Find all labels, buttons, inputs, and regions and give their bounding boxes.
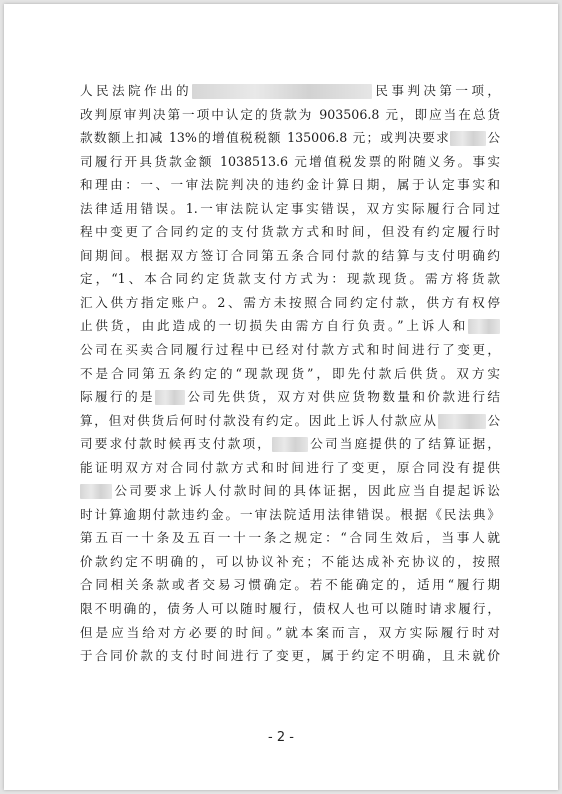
text-line [80, 103, 500, 127]
text-segment: 于合同价款的支付时间进行了变更，属于约定不明确，且未就价 [80, 648, 500, 664]
text-line [80, 432, 500, 456]
text-segment: 公 [485, 412, 500, 428]
text-line [80, 550, 500, 574]
text-line [80, 291, 500, 315]
text-segment: 司要求付款时候再支付款项， [80, 436, 272, 452]
redacted-block [192, 84, 372, 99]
text-segment: 公司先供货，双方对供应货物数量和价款进行结 [185, 389, 500, 405]
text-segment: 款数额上扣减 13%的增值税税额 135006.8 元；或判决要求 [80, 130, 451, 146]
redacted-block [450, 131, 486, 146]
text-segment: 价款约定不明确的，可以协议补充；不能达成补充协议的，按照 [80, 553, 500, 569]
text-line [80, 150, 500, 174]
text-line [80, 314, 500, 338]
redacted-block [272, 437, 308, 452]
text-line [80, 644, 500, 668]
redacted-block [80, 484, 112, 499]
text-segment: 程中变更了合同约定的支付货款方式和时间，但没有约定履行时 [80, 224, 500, 240]
text-segment: 算，但对供货后何时付款没有约定。因此上诉人付款应从 [80, 412, 438, 428]
text-line [80, 621, 500, 645]
text-line [80, 126, 500, 150]
text-line [80, 385, 500, 409]
text-segment: 合同相关条款或者交易习惯确定。若不能确定的，适用“履行期 [80, 577, 500, 593]
text-line [80, 456, 500, 480]
text-line [80, 267, 500, 291]
text-line [80, 409, 500, 433]
page-number: - 2 - [268, 730, 294, 745]
text-segment: 公 [486, 130, 500, 146]
text-segment: 民事判决第一项， [372, 83, 500, 98]
text-line [80, 526, 500, 550]
text-line [80, 362, 500, 386]
text-segment: 法律适用错误。1.一审法院认定事实错误，双方实际履行合同过 [80, 200, 500, 216]
text-segment: 公司当庭提供的了结算证据， [308, 436, 500, 452]
text-line [80, 244, 500, 268]
text-line [80, 503, 500, 527]
text-segment: 人民法院作出的 [80, 83, 192, 98]
text-line [80, 173, 500, 197]
text-segment: 际履行的是 [80, 389, 155, 405]
text-segment: 公司在买卖合同履行过程中已经对付款方式和时间进行了变更， [80, 342, 500, 358]
text-line [80, 197, 500, 221]
text-segment: 和理由：一、一审法院判决的违约金计算日期，属于认定事实和 [80, 177, 500, 193]
text-segment: 限不明确的，债务人可以随时履行，债权人也可以随时请求履行， [80, 601, 500, 617]
text-segment: 司履行开具货款金额 1038513.6 元增值税发票的附随义务。事实 [80, 153, 500, 169]
text-line [80, 79, 500, 103]
redacted-block [438, 414, 486, 429]
text-segment: 止供货，由此造成的一切损失由需方自行负责。”上诉人和 [80, 318, 468, 334]
text-segment: 公司要求上诉人付款时间的具体证据，因此应当自提起诉讼 [112, 483, 500, 499]
text-line [80, 573, 500, 597]
text-segment: 间期间。根据双方签订合同第五条合同付款的结算与支付明确约 [80, 247, 500, 263]
text-segment: 第五百一十条及五百一十一条之规定：“合同生效后，当事人就 [80, 530, 500, 546]
body-text [80, 79, 500, 668]
text-line [80, 338, 500, 362]
text-line [80, 479, 500, 503]
text-line [80, 597, 500, 621]
text-segment: 不是合同第五条约定的“现款现货”，即先付款后供货。双方实 [80, 365, 500, 381]
text-segment: 但是应当给对方必要的时间。”就本案而言，双方实际履行时对 [80, 624, 500, 640]
text-line [80, 220, 500, 244]
text-segment: 定，“1、本合同约定货款支付方式为：现款现货。需方将货款 [80, 271, 500, 287]
text-segment: 能证明双方对合同付款方式和时间进行了变更，原合同没有提供 [80, 459, 500, 475]
text-segment: 时计算逾期付款违约金。一审法院适用法律错误。根据《民法典》 [80, 506, 500, 522]
document-page [4, 4, 558, 790]
text-segment: 汇入供方指定账户。2、需方未按照合同约定付款，供方有权停 [80, 294, 500, 310]
redacted-block [468, 319, 500, 334]
text-segment: 改判原审判决第一项中认定的货款为 903506.8 元，即应当在总货 [80, 106, 500, 122]
redacted-block [155, 390, 185, 405]
